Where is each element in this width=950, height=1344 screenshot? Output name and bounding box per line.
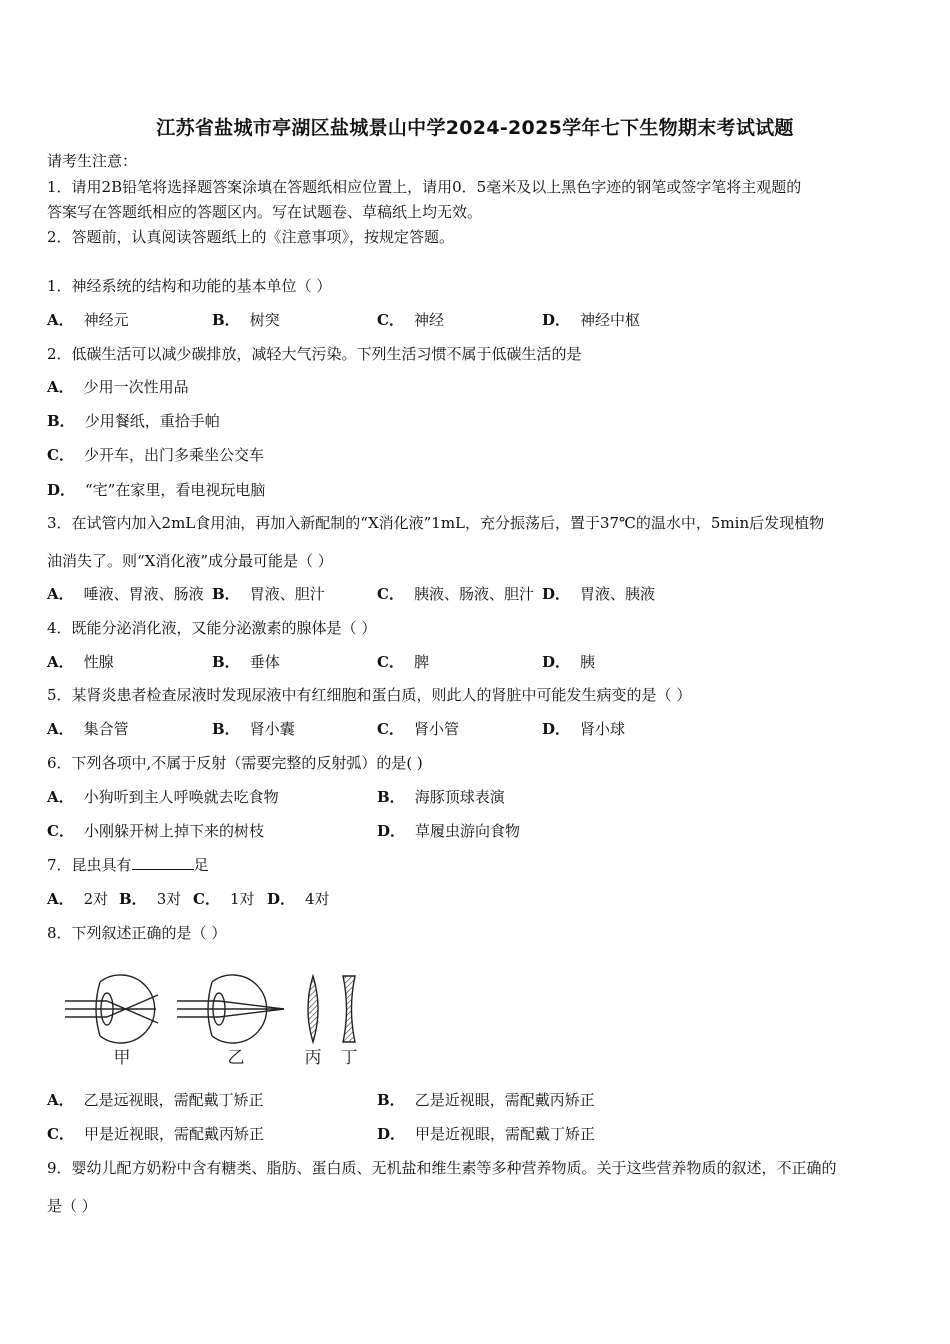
option-text: 肾小管 [413,720,459,738]
q7-option-b [119,889,181,909]
notice-line-2: 2．答题前，认真阅读答题纸上的《注意事项》，按规定答题。 [47,228,455,246]
option-text: 神经 [413,311,444,329]
option-text: 少用一次性用品 [83,378,189,396]
q6-option-c [47,821,264,841]
option-key: D． [377,822,406,840]
figure-label-yi: 乙 [227,1048,245,1068]
option-key: B． [212,653,240,671]
option-key: C． [377,311,404,329]
option-text: 乙是近视眼，需配戴丙矫正 [414,1091,595,1109]
page-title: 江苏省盐城市亭湖区盐城景山中学2024-2025学年七下生物期末考试试题 [156,117,794,139]
q3-option-a [47,584,204,604]
q1-option-a [47,310,129,330]
option-key: D． [377,1125,406,1143]
option-key: B． [212,585,240,603]
q8-option-d [377,1124,595,1144]
concave-lens-ding [343,976,355,1042]
option-text: 甲是近视眼，需配戴丁矫正 [415,1125,596,1143]
option-key: D． [542,653,571,671]
option-key: C． [377,720,404,738]
q2-stem: 2．低碳生活可以减少碳排放，减轻大气污染。下列生活习惯不属于低碳生活的是 [47,345,582,363]
option-text: 海豚顶球表演 [414,788,505,806]
option-key: B． [377,788,405,806]
q3-option-d [542,584,655,604]
q5-option-b [212,719,295,739]
option-key: B． [212,311,240,329]
q9-stem-b: 是（ ） [47,1197,97,1215]
q1-option-c [377,310,444,330]
notice-line-1a: 1．请用2B铅笔将选择题答案涂填在答题纸相应位置上，请用0．5毫米及以上黑色字迹的钢笔或签字笔将主观题的 [47,178,802,196]
option-key: C． [377,653,404,671]
option-text: 胰液、肠液、胆汁 [413,585,534,603]
q6-option-a [47,787,279,807]
eye-lens-figure [60,968,370,1074]
option-key: D． [542,720,571,738]
q3-option-b [212,584,325,604]
q4-option-a [47,652,114,672]
option-text: 树突 [249,311,280,329]
q2-option-c [47,445,264,465]
notice-line-1b: 答案写在答题纸相应的答题区内。写在试题卷、草稿纸上均无效。 [47,203,483,221]
option-text: 胃液、胰液 [580,585,656,603]
q1-option-d [542,310,640,330]
q6-option-b [377,787,505,807]
option-text: 胰 [580,653,596,671]
option-text: 草履虫游向食物 [415,822,521,840]
option-key: D． [542,311,571,329]
q4-option-c [377,652,429,672]
option-text: 神经元 [83,311,129,329]
option-text: 乙是远视眼，需配戴丁矫正 [83,1091,264,1109]
q6-stem: 6．下列各项中,不属于反射（需要完整的反射弧）的是( ) [47,754,423,772]
option-text: 唾液、胃液、肠液 [83,585,204,603]
option-key: A． [47,788,74,806]
option-text: 甲是近视眼，需配戴丙矫正 [83,1125,264,1143]
option-key: A． [47,890,74,908]
q4-option-b [212,652,280,672]
option-key: B． [47,412,75,430]
option-key: A． [47,1091,74,1109]
q2-option-b [47,411,220,431]
figure-label-bing: 丙 [304,1048,322,1068]
answer-blank [132,855,194,870]
option-key: C． [47,822,74,840]
option-key: C． [47,1125,74,1143]
option-key: C． [47,446,74,464]
q2-option-d [47,480,265,500]
q8-option-c [47,1124,264,1144]
q4-option-d [542,652,595,672]
option-text: 3对 [156,890,182,908]
option-key: C． [377,585,404,603]
option-key: A． [47,585,74,603]
option-key: B． [377,1091,405,1109]
q9-stem-a: 9．婴幼儿配方奶粉中含有糖类、脂肪、蛋白质、无机盐和维生素等多种营养物质。关于这些营养物质的叙述，不正确的 [47,1159,837,1177]
option-key: D． [267,890,296,908]
q6-option-d [377,821,520,841]
option-key: A． [47,653,74,671]
option-key: B． [119,890,147,908]
q7-stem-a: 7．昆虫具有 [47,856,132,874]
option-text: 肾小囊 [249,720,295,738]
q8-option-a [47,1090,264,1110]
option-key: B． [212,720,240,738]
q5-option-c [377,719,459,739]
option-text: 小刚躲开树上掉下来的树枝 [83,822,264,840]
figure-label-jia: 甲 [113,1048,131,1068]
q7-stem-b: 足 [193,856,209,874]
q1-stem: 1．神经系统的结构和功能的基本单位（ ） [47,277,332,295]
option-key: A． [47,720,74,738]
option-text: 小狗听到主人呼唤就去吃食物 [83,788,279,806]
option-key: D． [542,585,571,603]
q5-option-a [47,719,129,739]
option-text: 少开车，出门多乘坐公交车 [83,446,264,464]
option-text: 性腺 [83,653,114,671]
q4-stem: 4．既能分泌消化液，又能分泌激素的腺体是（ ） [47,619,377,637]
q3-option-c [377,584,534,604]
eye-diagram-yi [177,975,284,1043]
convex-lens-bing [308,976,318,1042]
option-text: 垂体 [249,653,280,671]
option-key: C． [193,890,220,908]
q3-stem-a: 3．在试管内加入2mL食用油，再加入新配制的“X消化液”1mL，充分振荡后，置于37℃的温水中，5min后发现植物 [47,514,825,532]
eye-diagram-jia [65,975,158,1043]
q8-stem: 8．下列叙述正确的是（ ） [47,924,227,942]
option-text: 脾 [413,653,429,671]
option-key: A． [47,378,74,396]
figure-label-ding: 丁 [340,1048,358,1068]
option-text: 集合管 [83,720,129,738]
notice-heading: 请考生注意： [47,152,138,170]
option-text: 胃液、胆汁 [249,585,325,603]
q5-option-d [542,719,625,739]
option-text: 神经中枢 [580,311,641,329]
option-text: “宅”在家里，看电视玩电脑 [85,481,266,499]
option-text: 少用餐纸，重拾手帕 [84,412,220,430]
q2-option-a [47,377,189,397]
q8-option-b [377,1090,595,1110]
option-key: D． [47,481,76,499]
q3-stem-b: 油消失了。则“X消化液”成分最可能是（ ） [47,552,333,570]
option-text: 1对 [229,890,255,908]
q7-stem [47,855,209,875]
option-text: 2对 [83,890,109,908]
q7-option-a [47,889,108,909]
q7-option-c [193,889,255,909]
q7-option-d [267,889,330,909]
q5-stem: 5．某肾炎患者检查尿液时发现尿液中有红细胞和蛋白质，则此人的肾脏中可能发生病变的是（ ） [47,686,692,704]
option-text: 肾小球 [580,720,626,738]
option-text: 4对 [305,890,330,908]
option-key: A． [47,311,74,329]
q1-option-b [212,310,280,330]
